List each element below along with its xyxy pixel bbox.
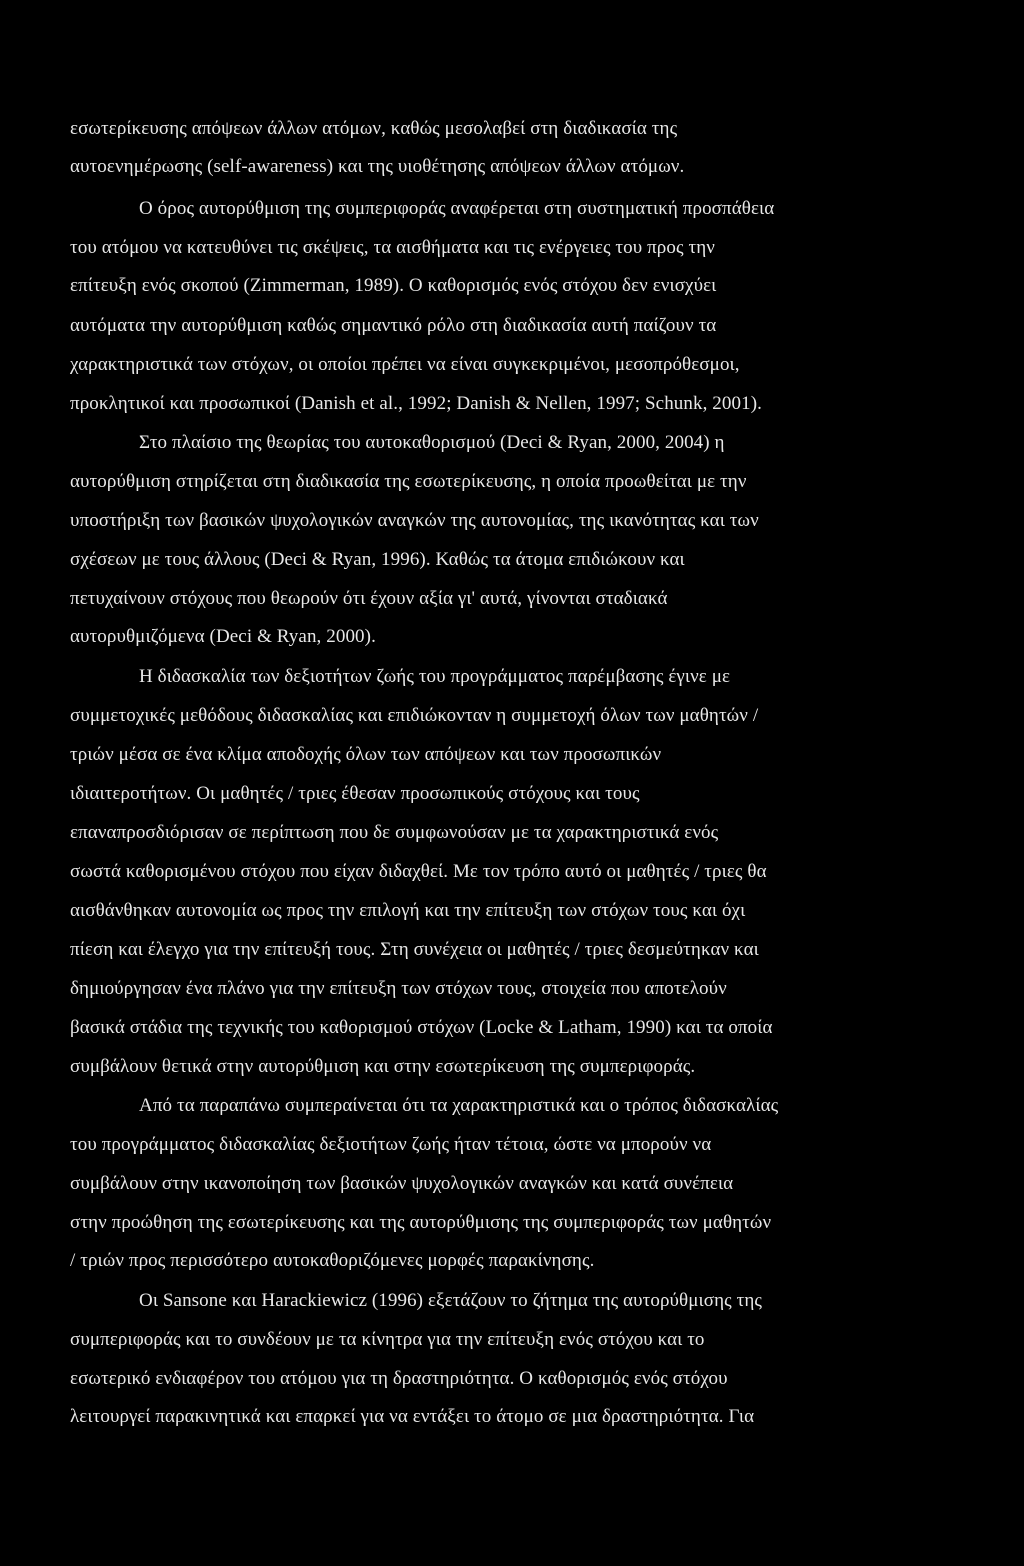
text-line: επίτευξη ενός σκοπού (Zimmerman, 1989). Ο καθορισμός ενός στόχου δεν ενισχύει	[70, 275, 717, 296]
text-line: πίεση και έλεγχο για την επίτευξή τους. Στη συνέχεια οι μαθητές / τριες δεσμεύτηκαν και	[70, 939, 759, 960]
text-line: αυτόματα την αυτορύθμιση καθώς σημαντικό ρόλο στη διαδικασία αυτή παίζουν τα	[70, 315, 717, 336]
text-line: εσωτερίκευσης απόψεων άλλων ατόμων, καθώς μεσολαβεί στη διαδικασία της	[70, 118, 678, 139]
text-line: επαναπροσδιόρισαν σε περίπτωση που δε συμφωνούσαν με τα χαρακτηριστικά ενός	[70, 822, 719, 843]
text-line: ιδιαιτεροτήτων. Οι μαθητές / τριες έθεσαν προσωπικούς στόχους και τους	[70, 783, 640, 804]
text-line: συμβάλουν στην ικανοποίηση των βασικών ψυχολογικών αναγκών και κατά συνέπεια	[70, 1173, 734, 1194]
text-line: Η διδασκαλία των δεξιοτήτων ζωής του προγράμματος παρέμβασης έγινε με	[139, 666, 731, 687]
text-line: προκλητικοί και προσωπικοί (Danish et al., 1992; Danish & Nellen, 1997; Schunk, 2001).	[70, 393, 762, 414]
text-line: δημιούργησαν ένα πλάνο για την επίτευξη των στόχων τους, στοιχεία που αποτελούν	[70, 978, 727, 999]
text-line: του προγράμματος διδασκαλίας δεξιοτήτων ζωής ήταν τέτοια, ώστε να μπορούν να	[70, 1134, 712, 1155]
text-line: Στο πλαίσιο της θεωρίας του αυτοκαθορισμού (Deci & Ryan, 2000, 2004) η	[139, 432, 725, 453]
text-line: αυτορυθμιζόμενα (Deci & Ryan, 2000).	[70, 626, 376, 647]
text-line: Από τα παραπάνω συμπεραίνεται ότι τα χαρακτηριστικά και ο τρόπος διδασκαλίας	[139, 1095, 779, 1116]
text-line: τριών μέσα σε ένα κλίμα αποδοχής όλων των απόψεων και των προσωπικών	[70, 744, 662, 765]
text-line: αυτοενημέρωσης (self-awareness) και της υιοθέτησης απόψεων άλλων ατόμων.	[70, 156, 685, 177]
text-line: Ο όρος αυτορύθμιση της συμπεριφοράς αναφέρεται στη συστηματική προσπάθεια	[139, 198, 775, 219]
text-line: συμμετοχικές μεθόδους διδασκαλίας και επιδιώκονταν η συμμετοχή όλων των μαθητών /	[70, 705, 759, 726]
text-line: του ατόμου να κατευθύνει τις σκέψεις, τα αισθήματα και τις ενέργειες του προς την	[70, 237, 715, 258]
text-line: χαρακτηριστικά των στόχων, οι οποίοι πρέπει να είναι συγκεκριμένοι, μεσοπρόθεσμοι,	[70, 354, 740, 375]
text-line: λειτουργεί παρακινητικά και επαρκεί για να εντάξει το άτομο σε μια δραστηριότητα. Για	[70, 1406, 755, 1427]
text-line: αισθάνθηκαν αυτονομία ως προς την επιλογή και την επίτευξη των στόχων τους και όχι	[70, 900, 746, 921]
text-line: αυτορύθμιση στηρίζεται στη διαδικασία της εσωτερίκευσης, η οποία προωθείται με την	[70, 471, 747, 492]
text-line: / τριών προς περισσότερο αυτοκαθοριζόμενες μορφές παρακίνησης.	[70, 1250, 595, 1271]
text-line: συμπεριφοράς και το συνδέουν με τα κίνητρα για την επίτευξη ενός στόχου και το	[70, 1329, 705, 1350]
text-line: πετυχαίνουν στόχους που θεωρούν ότι έχουν αξία γι' αυτά, γίνονται σταδιακά	[70, 588, 668, 609]
text-line: σχέσεων με τους άλλους (Deci & Ryan, 1996). Καθώς τα άτομα επιδιώκουν και	[70, 549, 685, 570]
text-line: εσωτερικό ενδιαφέρον του ατόμου για τη δραστηριότητα. Ο καθορισμός ενός στόχου	[70, 1368, 728, 1389]
text-line: υποστήριξη των βασικών ψυχολογικών αναγκών της αυτονομίας, της ικανότητας και των	[70, 510, 759, 531]
text-line: βασικά στάδια της τεχνικής του καθορισμού στόχων (Locke & Latham, 1990) και τα οποία	[70, 1017, 773, 1038]
text-line: σωστά καθορισμένου στόχου που είχαν διδαχθεί. Με τον τρόπο αυτό οι μαθητές / τριες θα	[70, 861, 767, 882]
text-line: Οι Sansone και Harackiewicz (1996) εξετάζουν το ζήτημα της αυτορύθμισης της	[139, 1290, 762, 1311]
text-line: στην προώθηση της εσωτερίκευσης και της αυτορύθμισης της συμπεριφοράς των μαθητών	[70, 1212, 772, 1233]
text-line: συμβάλουν θετικά στην αυτορύθμιση και στην εσωτερίκευση της συμπεριφοράς.	[70, 1056, 696, 1077]
